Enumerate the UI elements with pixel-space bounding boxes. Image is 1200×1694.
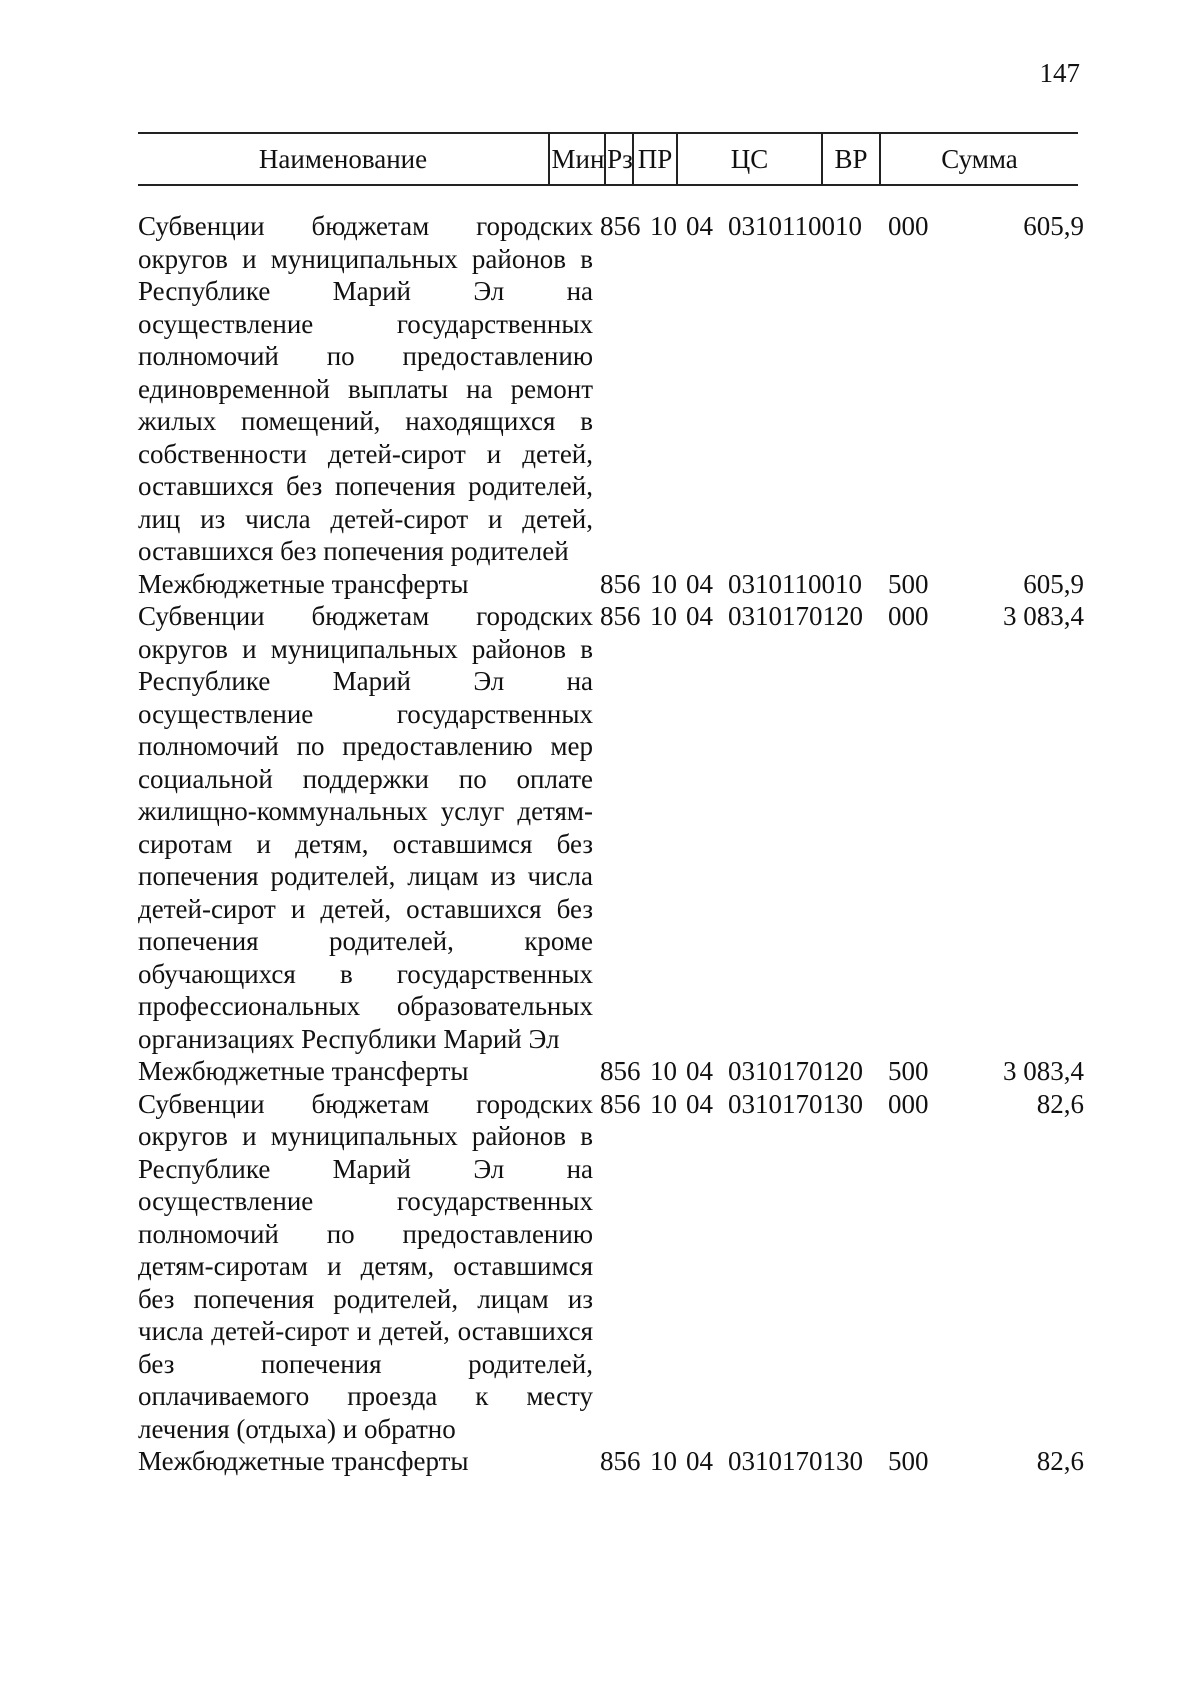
row-codes [600, 1055, 938, 1088]
table-row [138, 1088, 1098, 1446]
header-min: Мин [548, 134, 606, 184]
row-vr: 000 [888, 601, 929, 631]
row-min: 856 [600, 568, 641, 599]
row-cs: 0310170130 [728, 1446, 863, 1476]
row-rz: 10 [650, 211, 677, 241]
row-pr: 04 [686, 568, 713, 599]
page-number: 147 [1039, 58, 1080, 88]
header-name: Наименование [258, 143, 428, 174]
row-name: Субвенции бюджетам городских округов и муниципальных районов в Республике Марий Эл на осуществление государственных полномочий по предоставлению детям-сиротам и детям, оставшимся без попечения родителей, лицам из числа детей-сирот и детей, оставшихся без попечения родителей, оплачиваемого проезда к месту лечения (отдыха) и обратно [138, 1088, 593, 1444]
row-codes [600, 1445, 938, 1478]
row-rz: 10 [650, 1446, 677, 1476]
row-vr: 000 [888, 1088, 929, 1119]
row-pr: 04 [686, 1088, 713, 1119]
row-rz: 10 [650, 568, 677, 599]
row-sum: 82,6 [1036, 1446, 1084, 1476]
header-sum: Сумма [941, 143, 1018, 174]
row-rz: 10 [650, 601, 677, 631]
row-min: 856 [600, 1446, 641, 1476]
row-min: 856 [600, 601, 641, 631]
row-codes [600, 210, 938, 243]
header-rz: Рз [604, 134, 634, 184]
header-cs: ЦС [730, 143, 769, 174]
row-codes [600, 1088, 938, 1121]
row-codes [600, 600, 938, 633]
row-sum: 3 083,4 [1003, 1056, 1084, 1086]
table-row [138, 210, 1098, 568]
row-min: 856 [600, 1088, 641, 1119]
row-name: Межбюджетные трансферты [138, 1056, 469, 1086]
row-cs: 0310110010 [728, 568, 862, 599]
header-vr: ВР [821, 134, 881, 184]
table-header [138, 132, 1078, 186]
row-pr: 04 [686, 1056, 713, 1086]
row-sum: 605,9 [1023, 211, 1084, 241]
row-rz: 10 [650, 1056, 677, 1086]
table-row [138, 568, 1098, 601]
table-row [138, 1445, 1098, 1478]
row-name: Межбюджетные трансферты [138, 568, 469, 599]
row-cs: 0310170120 [728, 601, 863, 631]
row-cs: 0310170120 [728, 1056, 863, 1086]
row-sum: 3 083,4 [1003, 601, 1084, 631]
row-vr: 500 [888, 1446, 929, 1476]
row-codes [600, 568, 938, 601]
row-name: Субвенции бюджетам городских округов и муниципальных районов в Республике Марий Эл на осуществление государственных полномочий по предоставлению единовременной выплаты на ремонт жилых помещений, находящихся в собственности детей-сирот и детей, оставшихся без попечения родителей, лиц из числа детей-сирот и детей, оставшихся без попечения родителей [138, 211, 593, 566]
row-vr: 500 [888, 568, 929, 599]
row-min: 856 [600, 1056, 641, 1086]
table-row [138, 600, 1098, 1055]
row-rz: 10 [650, 1088, 677, 1119]
row-vr: 000 [888, 211, 929, 241]
row-cs: 0310170130 [728, 1088, 863, 1119]
row-name: Межбюджетные трансферты [138, 1446, 469, 1476]
header-pr: ПР [632, 134, 678, 184]
table-row [138, 1055, 1098, 1088]
row-name: Субвенции бюджетам городских округов и муниципальных районов в Республике Марий Эл на осуществление государственных полномочий по предоставлению мер социальной поддержки по оплате жилищно-коммунальных услуг детям-сиротам и детям, оставшимся без попечения родителей, лицам из числа детей-сирот и детей, оставшихся без попечения родителей, кроме обучающихся в государственных профессиональных образовательных организациях Республики Марий Эл [138, 601, 593, 1054]
row-vr: 500 [888, 1056, 929, 1086]
row-cs: 0310110010 [728, 211, 862, 241]
row-pr: 04 [686, 1446, 713, 1476]
row-pr: 04 [686, 601, 713, 631]
row-sum: 82,6 [1036, 1088, 1084, 1119]
row-pr: 04 [686, 211, 713, 241]
row-min: 856 [600, 211, 641, 241]
table-body [138, 210, 1098, 1478]
row-sum: 605,9 [1023, 568, 1084, 599]
